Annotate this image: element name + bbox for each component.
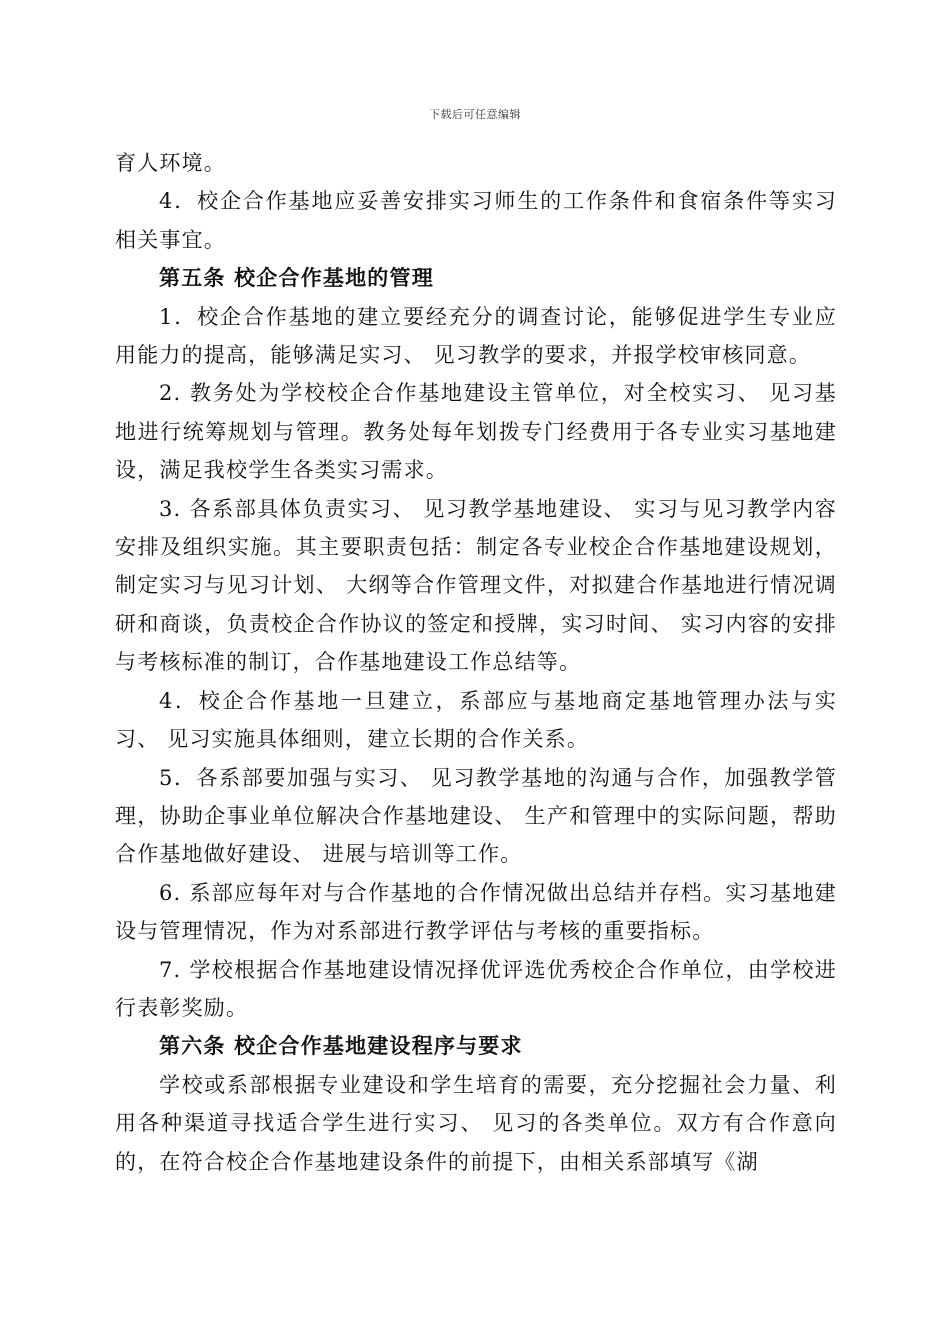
paragraph: 育人环境。 — [115, 151, 226, 175]
section-heading-article-5: 第五条 校企合作基地的管理 — [159, 265, 434, 291]
document-body — [115, 144, 837, 1181]
paragraph: 6. 系部应每年对与合作基地的合作情况做出总结并存档。实习基地建设与管理情况，作为对系部进行教学评估与考核的重要指标。 — [115, 880, 837, 944]
paragraph: 5．各系部要加强与实习、 见习教学基地的沟通与合作，加强教学管理，协助企事业单位解决合作基地建设、 生产和管理中的实际问题，帮助合作基地做好建设、 进展与培训等工作。 — [115, 765, 837, 867]
paragraph: 4．校企合作基地应妥善安排实习师生的工作条件和食宿条件等实习相关事宜。 — [115, 189, 837, 252]
paragraph: 1．校企合作基地的建立要经充分的调查讨论，能够促进学生专业应用能力的提高，能够满足实习、 见习教学的要求，并报学校审核同意。 — [115, 304, 837, 368]
page-header: 下载后可任意编辑 — [429, 108, 521, 121]
section-heading-article-6: 第六条 校企合作基地建设程序与要求 — [159, 1033, 523, 1059]
paragraph: 4．校企合作基地一旦建立，系部应与基地商定基地管理办法与实习、 见习实施具体细则，建立长期的合作关系。 — [115, 688, 837, 752]
paragraph: 3. 各系部具体负责实习、 见习教学基地建设、 实习与见习教学内容安排及组织实施。其主要职责包括：制定各专业校企合作基地建设规划，制定实习与见习计划、 大纲等合作管理文件，对拟建合作基地进行情况调研和商谈，负责校企合作协议的签定和授牌，实习时间、 实习内容的安排与考核标准的制订，合作基地建设工作总结等。 — [115, 496, 837, 675]
paragraph: 学校或系部根据专业建设和学生培育的需要，充分挖掘社会力量、利用各种渠道寻找适合学生进行实习、 见习的各类单位。双方有合作意向的，在符合校企合作基地建设条件的前提下，由相关系部填写《湖 — [115, 1072, 837, 1174]
paragraph: 2. 教务处为学校校企合作基地建设主管单位，对全校实习、 见习基地进行统筹规划与管理。教务处每年划拨专门经费用于各专业实习基地建设，满足我校学生各类实习需求。 — [115, 381, 837, 483]
paragraph: 7. 学校根据合作基地建设情况择优评选优秀校企合作单位，由学校进行表彰奖励。 — [115, 957, 837, 1020]
